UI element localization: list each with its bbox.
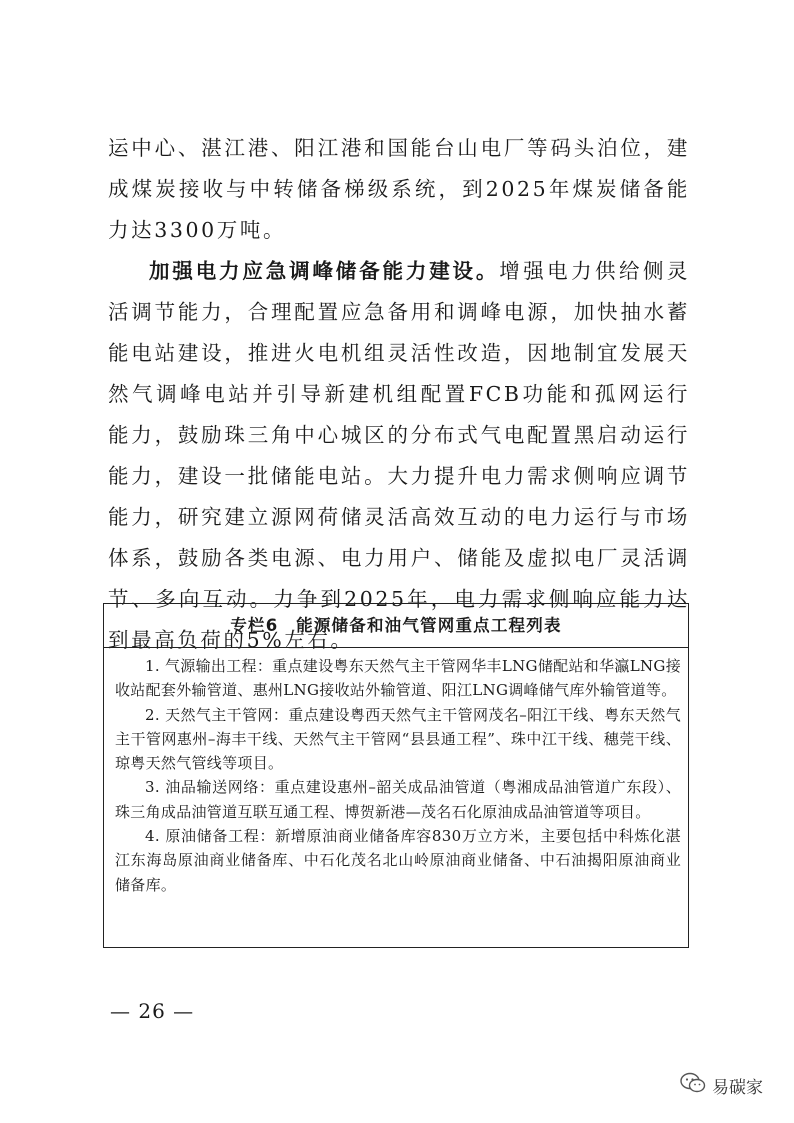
column-item: 3. 油品输送网络：重点建设惠州–韶关成品油管道（粤湘成品油管道广东段）、珠三角成品油管道互联互通工程、博贺新港—茂名石化原油成品油管道等项目。: [115, 778, 681, 821]
column-item: 4. 原油储备工程：新增原油商业储备库容830万立方米，主要包括中科炼化湛江东海岛原油商业储备库、中石化茂名北山岭原油商业储备、中石油揭阳原油商业储备库。: [115, 827, 681, 894]
paragraph-coal-reserve: [108, 128, 690, 251]
paragraph-text: 增强电力供给侧灵活调节能力，合理配置应急备用和调峰电源，加快抽水蓄能电站建设，推进火电机组灵活性改造，因地制宜发展天然气调峰电站并引导新建机组配置FCB功能和孤网运行能力，鼓励珠三角中心城区的分布式气电配置黑启动运行能力，建设一批储能电站。大力提升电力需求侧响应调节能力，研究建立源网荷储灵活高效互动的电力运行与市场体系，鼓励各类电源、电力用户、储能及虚拟电厂灵活调节、多向互动。力争到2025年，电力需求侧响应能力达到最高负荷的5%左右。: [108, 259, 690, 652]
column-title: 专栏6 能源储备和油气管网重点工程列表: [104, 604, 688, 648]
column-box: [103, 603, 689, 948]
column-item: 2. 天然气主干管网：重点建设粤西天然气主干管网茂名–阳江干线、粤东天然气主干管网惠州–海丰干线、天然气主干管网“县县通工程”、珠中江干线、穗莞干线、琼粤天然气管线等项目。: [115, 705, 681, 773]
column-body: [104, 648, 688, 897]
paragraph-lead-heading: 加强电力应急调峰储备能力建设。: [149, 259, 500, 283]
watermark: [680, 1072, 763, 1099]
column-item: 1. 气源输出工程：重点建设粤东天然气主干管网华丰LNG储配站和华瀛LNG接收站配套外输管道、惠州LNG接收站外输管道、阳江LNG调峰储气库外输管道等。: [115, 657, 681, 700]
watermark-label: 易碳家: [712, 1078, 763, 1098]
wechat-icon: [680, 1072, 706, 1099]
paragraph-power-reserve: [108, 251, 690, 661]
page-number: — 26 —: [110, 999, 195, 1023]
paragraph-text: 运中心、湛江港、阳江港和国能台山电厂等码头泊位，建成煤炭接收与中转储备梯级系统，到2025年煤炭储备能力达3300万吨。: [108, 136, 690, 242]
